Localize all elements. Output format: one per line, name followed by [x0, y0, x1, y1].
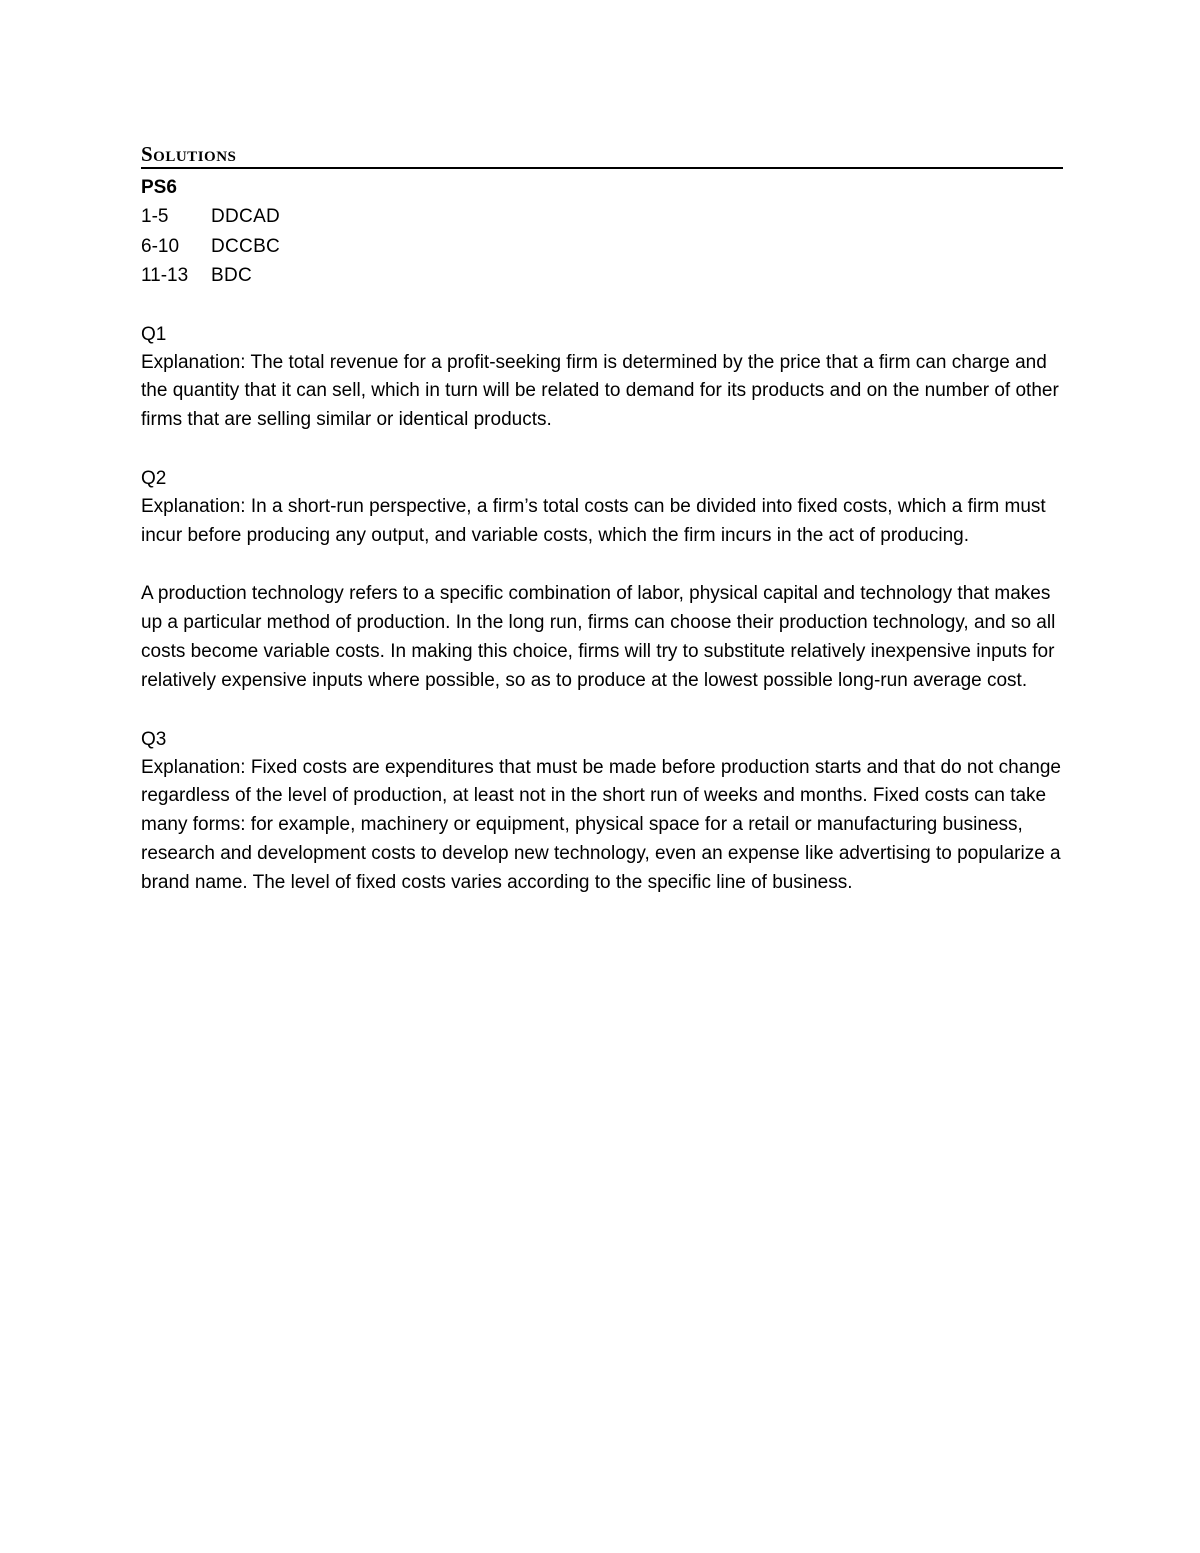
question-section-q2 — [141, 464, 1063, 695]
problem-set-title: PS6 — [141, 177, 177, 198]
question-section-q1 — [141, 320, 1063, 436]
heading-rule — [141, 142, 1063, 169]
answer-range: 6-10 — [141, 235, 180, 257]
question-label: Q3 — [141, 728, 167, 750]
explanation-paragraph: A production technology refers to a specific combination of labor, physical capital and technology that makes up a particular method of production. In the long run, firms can choose their production technology, and so all costs become variable costs. In making this choice, firms will try to substitute relatively inexpensive inputs for relatively expensive inputs where possible, so as to produce at the lowest possible long-run average cost. — [141, 582, 1056, 691]
answer-letters: DCCBC — [211, 235, 281, 257]
explanation-paragraph: Explanation: In a short-run perspective, a firm’s total costs can be divided into fixed costs, which a firm must incur before producing any output, and variable costs, which the firm incurs in the act of producing. — [141, 496, 1046, 547]
explanation-paragraph: Explanation: Fixed costs are expenditures that must be made before production starts and that do not change regardless of the level of production, at least not in the short run of weeks and months. Fixed costs can take many forms: for example, machinery or equipment, physical space for a retail or manufacturing business, research and development costs to develop new technology, even an expense like advertising to popularize a brand name. The level of fixed costs varies according to the specific line of business. — [141, 756, 1061, 894]
page-heading: Solutions — [141, 142, 237, 166]
answer-key-row — [141, 232, 1063, 262]
question-section-q3 — [141, 725, 1063, 899]
answer-letters: BDC — [211, 265, 253, 286]
answer-range: 1-5 — [141, 206, 169, 227]
question-label: Q1 — [141, 323, 167, 345]
document-content — [141, 142, 1063, 898]
answer-key — [141, 202, 1063, 291]
question-label: Q2 — [141, 468, 167, 490]
answer-letters: DDCAD — [211, 206, 281, 227]
answer-key-row — [141, 202, 1063, 232]
explanation-paragraph: Explanation: The total revenue for a profit-seeking firm is determined by the price that a firm can charge and the quantity that it can sell, which in turn will be related to demand for its products and on the number of other firms that are selling similar or identical products. — [141, 351, 1059, 431]
answer-range: 11-13 — [141, 265, 189, 286]
answer-key-row — [141, 261, 1063, 291]
